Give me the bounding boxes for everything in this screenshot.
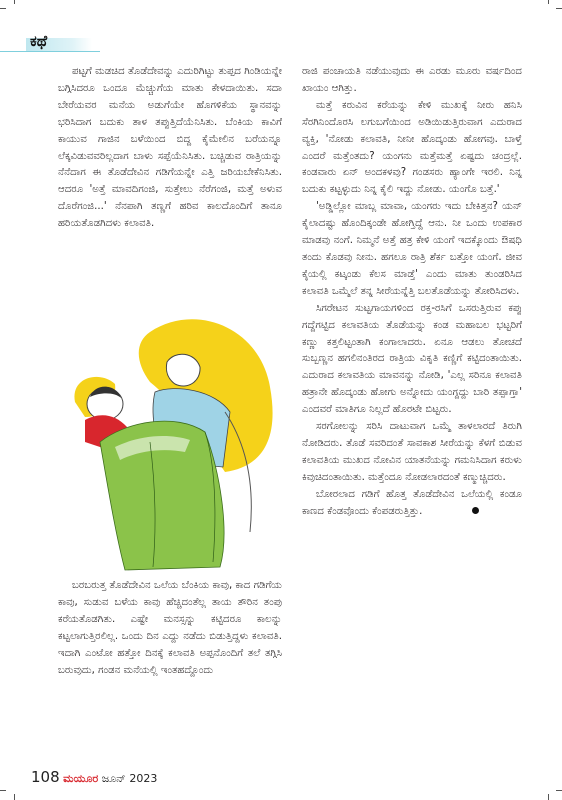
paragraph: ಪಟ್ಟಗೆ ಮಡಚಿದ ತೊಡೆದೇವನ್ನು ಎದುರಿಗಿಟ್ಟು ತುಪ್ಪದ ಗಿಂಡಿಯನ್ನೇ ಬಗ್ಗಿಸಿದರೂ ಒಂದೂ ಮೆಚ್ಚುಗೆಯ ಮಾತು ಕೇಳದಾಯಿತು. ಸದಾ ಬೇರೆಯವರ ಮನೆಯ ಅಡುಗೆಯೇ ಹೊಗಳಿಕೆಯ ಸ್ಥಾನವನ್ನು ಭರಿಸಿದಾಗ ಬದುಕು ತಾಳ ತಪ್ಪುತ್ತಿದೆಯೆನಿಸಿತು. ಬೆಂಕಿಯ ಕಾವಿಗೆ ಕಾಯುವ ಗಾಜಿನ ಬಳೆಯಿಂದ ಬಿದ್ದ ಕೈಮೇಲಿನ ಬರೆಯನ್ನೂ ಲೆಕ್ಕವಿಡುವವರಿಲ್ಲದಾಗ ಬಾಳು ಸಪ್ಪೆಯೆನಿಸಿತು. ಬಚ್ಚಿಡುವ ರಾತ್ರಿಯನ್ನು ನೆನೆದಾಗ ಈ ತೊಡೆದೇವಿನ ಗಡಿಗೆಯನ್ನೇ ಎತ್ತಿ ಜರಿಯಬೇಕೆನಿಸಿತು. ಆದರೂ 'ಅತ್ತೆ ಮಾವದಿಗಂಜಿ, ಸುತ್ತೇಲು ನೆರೆಗಂಜಿ, ಮತ್ತೆ ಅಳುವ ದೊರೆಗಂಜಿ...' ನೆನಪಾಗಿ ತಣ್ಣಗೆ ಹರಿವ ಕಾಲದೊಂದಿಗೆ ತಾನೂ ಹರಿಯತೊಡಗಿದಳು ಕಲಾವತಿ.: [58, 66, 282, 230]
paragraph: [302, 487, 522, 521]
crop-mark: [548, 0, 549, 4]
end-of-story-bullet-icon: [472, 507, 479, 514]
issue-date: ಜೂನ್ 2023: [101, 772, 158, 785]
article-column-right: [302, 64, 522, 520]
paragraph: ರಾಜಿ ಪಂಚಾಯತಿ ನಡೆಯುವುದು ಈ ಎರಡು ಮೂರು ವರ್ಷದಿಂದ ಖಾಯಂ ಆಗಿತ್ತು.: [302, 66, 522, 94]
paragraph: 'ಅಡ್ಡಿಲ್ಲೋ ಮಾಬ್ಲ ಮಾವಾ, ಯಂಗರು ಇದು ಬೇಕಿತ್ತನ? ಯನ್ ಕೈಲಾದಷ್ಟು ಹೊಂದಿಕ್ಕಂಡೇ ಹೋಗ್ತಿದ್ದೆ ಆನು. ನೀ ಒಂದು ಉಪಕಾರ ಮಾಡವು ನಂಗೆ. ನಿಮ್ಮನೆ ಅತ್ತೆ ಹತ್ರ ಕೇಳಿ ಯಂಗೆ ಇದಕ್ಕೊಂದು ಔಷಧಿ ತಂದು ಕೊಡವು ನೀನು. ಹಗಲೂ ರಾತ್ರಿ ಶೆರ್ಕ ಬತ್ತೋ ಯಂಗೆ. ಜೀವ ಕೈಯಲ್ಲಿ ಕಟ್ಕಂಡು ಕೆಲಸ ಮಾಡ್ತೆ' ಎಂದು ಮಾತು ತುಂಡರಿಸಿದ ಕಲಾವತಿ ಒಮ್ಮೆಲೆ ತನ್ನ ಸೀರೆಯನ್ನೆತ್ತಿ ಬಲತೊಡೆಯನ್ನು ತೋರಿಸಿದಳು.: [302, 201, 522, 297]
crop-mark: [556, 8, 562, 9]
crop-mark: [14, 794, 15, 800]
page-number: 108: [31, 768, 60, 786]
paragraph: ಬರಬರುತ್ತ ತೊಡೆದೇವಿನ ಒಲೆಯ ಬೆಂಕಿಯ ಕಾವು, ಕಾದ ಗಡಿಗೆಯ ಕಾವು, ಸುಡುವ ಬಳೆಯ ಕಾವು ಹೆಚ್ಚಿದಂತೆಲ್ಲ ತಾಯ ತೌರಿನ ತಂಪು ಕರೆಯತೊಡಗಿತು. ಎಷ್ಟೇ ಮನಸ್ಸನ್ನು ಕಟ್ಟಿದರೂ ಕಾಲನ್ನು ಕಟ್ಟಲಾಗುತ್ತಿರಲಿಲ್ಲ. ಒಂದು ದಿನ ಎದ್ದು ನಡೆದು ಬಿಡುತ್ತಿದ್ದಳು ಕಲಾವತಿ. ಇದಾಗಿ ಎಂಟೋ ಹತ್ತೋ ದಿನಕ್ಕೆ ಕಲಾವತಿ ಅಪ್ಪನೊಂದಿಗೆ ತಲೆ ತಗ್ಗಿಸಿ ಬರುವುದು, ಗಂಡನ ಮನೆಯಲ್ಲಿ ಇಂತಹದ್ದೊಂದು: [58, 580, 282, 676]
paragraph: ಸರಗೋಲನ್ನು ಸರಿಸಿ ದಾಟುವಾಗ ಒಮ್ಮೆ ತಾಳಲಾರದೆ ತಿರುಗಿ ನೋಡಿದರು. ತೊಡೆ ಸವರಿದಂತೆ ಸಾವಕಾಶ ಸೀರೆಯನ್ನು ಕೆಳಗೆ ಬಿಡುವ ಕಲಾವತಿಯ ಮುಖದ ನೋವಿನ ಯಾತನೆಯನ್ನು ಗಮನಿಸಿದಾಗ ಕರುಳು ಕಿವುಚಿದಂತಾಯಿತು. ಮತ್ತೆಂದೂ ನೋಡಲಾರದಂತೆ ಕಣ್ಮುಚ್ಚಿದರು.: [302, 421, 522, 483]
page-footer: [31, 768, 157, 786]
story-illustration: [55, 292, 287, 572]
crop-mark: [0, 790, 6, 791]
article-column-left-top: [58, 64, 282, 233]
paragraph: ಮತ್ತೆ ಕರುವಿನ ಕರೆಯನ್ನು ಕೇಳಿ ಮುಖಕ್ಕೆ ನೀರು ಹನಿಸಿ ಸೆರಗಿನಿಂದೊರಸಿ ಲಗುಬಗೆಯಿಂದ ಅಡಿಯಿಡುತ್ತಿರುವಾಗ ಎದುರಾದ ವ್ಯಕ್ತಿ, 'ನೋಡು ಕಲಾವತಿ, ನೀನೀ ಹೊದ್ಕಂಡು ಹೋಗವು. ಬಾಳ್ತೆ ಎಂದರೆ ಮತ್ತೆಂತದು? ಯಂಗನು ಮತ್ತೆಮತ್ತೆ ಏಷ್ಟದು ಚಂದ್ರಲ್ಲೆ. ಕಂಡವಾರು ಏನ್ ಅಂದಕಳವು? ಗಂಡಸರು ಹ್ಯಾಂಗೇ ಇರಲಿ. ನಿನ್ನ ಬದುಕು ಕಟ್ಟಳ್ಳುದು ನಿನ್ನ ಕೈಲಿ ಇದ್ದು ನೋಡು. ಯಂಗೊ ಬತ್ತೆ.': [302, 99, 522, 196]
crop-mark: [14, 0, 15, 4]
crop-mark: [0, 8, 6, 9]
section-title: ಕಥೆ: [30, 32, 48, 50]
paragraph-text: ಬೋರಲಾದ ಗಡಿಗೆ ಹೊತ್ತ ತೊಡೆದೇವಿನ ಒಲೆಯಲ್ಲಿ ಕಂಡೂ ಕಾಣದ ಕೆಂಡವೊಂದು ಕೆಂಪಡರುತ್ತಿತ್ತು.: [302, 488, 522, 517]
section-header-rule: [0, 51, 100, 52]
paragraph: ಸಿಗರೇಟನ ಸುಟ್ಟಗಾಯಗಳಿಂದ ರಕ್ತ-ರಸಿಗೆ ಒಸರುತ್ತಿರುವ ಕಪ್ಪು ಗದ್ದೆಗಟ್ಟಿದ ಕಲಾವತಿಯ ತೊಡೆಯನ್ನು ಕಂಡ ಮಹಾಬಲ ಭಟ್ಟರಿಗೆ ಕಣ್ಣು ಕತ್ತಲಿಟ್ಟಂತಾಗಿ ಕಂಗಾಲಾದರು. ಏನೂ ಆಡಲು ತೋಚದೆ ಸುಬ್ಬಣ್ಣನ ಹಗಲಿನಂತಿರದ ರಾತ್ರಿಯ ವಿಕೃತಿ ಕಣ್ಣಿಗೆ ಕಟ್ಟಿದಂತಾಯಿತು. ಎದುರಾದ ಕಲಾವತಿಯ ಮಾವನನ್ನು ನೋಡಿ, 'ಎಲ್ಲ ಸರಿನೂ ಕಲಾವತಿ ಹತ್ರಾನೇ ಹೊದ್ಕಂಡು ಹೋಗು ಅನ್ನೋದು ಯಂಗ್ದದ್ದು ಬಾರಿ ತಪ್ಪಾಗ್ತಾ' ಎಂದವರೆ ಮಾತಿಗೂ ನಿಲ್ಲದೆ ಹೊರಟೇ ಬಿಟ್ಟರು.: [302, 302, 522, 416]
crop-mark: [556, 790, 562, 791]
article-column-left-bottom: [58, 578, 282, 679]
crop-mark: [548, 794, 549, 800]
magazine-logo: ಮಯೂರ: [63, 772, 99, 785]
